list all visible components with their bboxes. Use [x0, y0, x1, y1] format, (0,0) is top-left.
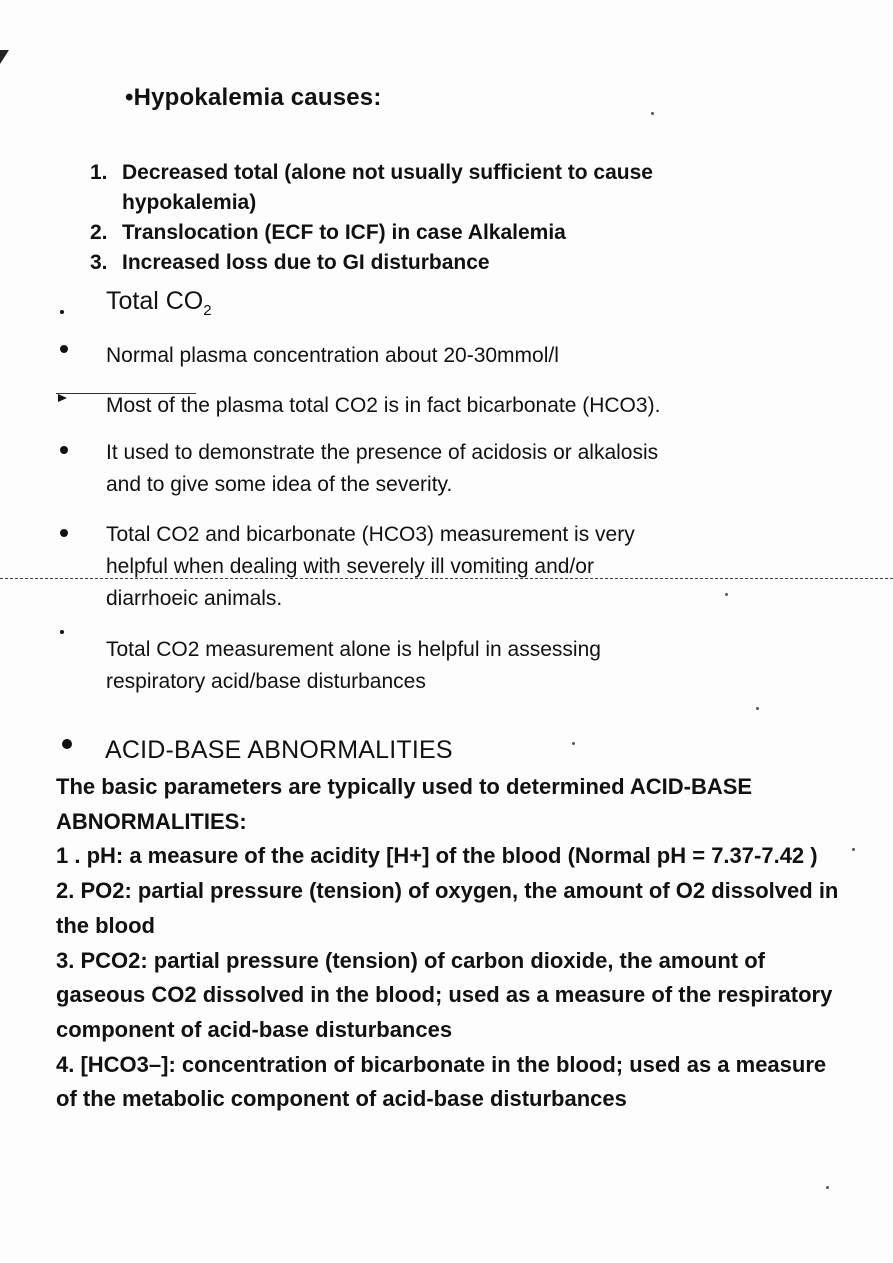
point-line: Normal plasma concentration about 20-30mmol/l — [106, 344, 559, 367]
scan-corner-mark — [0, 50, 9, 64]
total-co2-heading-subscript: 2 — [203, 302, 212, 319]
list-item-number: 2. — [90, 221, 108, 244]
bullet-icon — [60, 446, 68, 454]
point-line: Most of the plasma total CO2 is in fact bicarbonate (HCO3). — [106, 394, 661, 417]
total-co2-point — [106, 390, 806, 422]
point-line: respiratory acid/base disturbances — [106, 670, 426, 693]
bullet-icon — [60, 310, 64, 314]
scan-speck — [826, 1186, 829, 1189]
list-item — [90, 218, 653, 248]
total-co2-heading — [106, 287, 212, 319]
parameter-item: 3. PCO2: partial pressure (tension) of carbon dioxide, the amount of gaseous CO2 dissolved in the blood; used as a measure of the respiratory component of acid-base disturbances — [56, 947, 833, 1042]
bullet-icon — [60, 345, 68, 353]
list-item-text: Increased loss due to GI disturbance — [122, 251, 490, 274]
list-item-number: 3. — [90, 251, 108, 274]
hypokalemia-causes-list — [90, 158, 653, 278]
point-line: helpful when dealing with severely ill vomiting and/or — [106, 555, 594, 578]
parameter-item: 1 . pH: a measure of the acidity [H+] of the blood (Normal pH = 7.37-7.42 ) — [56, 843, 818, 869]
list-item — [90, 158, 653, 188]
hypokalemia-heading: •Hypokalemia causes: — [125, 84, 382, 111]
point-line: and to give some idea of the severity. — [106, 473, 453, 496]
total-co2-point — [106, 340, 806, 372]
scan-speck — [725, 593, 728, 596]
list-item-text: Translocation (ECF to ICF) in case Alkalemia — [122, 221, 566, 244]
scan-fold-line — [0, 578, 893, 579]
list-item-text: Decreased total (alone not usually sufficient to cause — [122, 161, 653, 184]
acid-base-intro: The basic parameters are typically used to determined ACID-BASE ABNORMALITIES: — [56, 774, 753, 834]
total-co2-point — [106, 437, 806, 501]
parameter-item: 4. [HCO3–]: concentration of bicarbonate in the blood; used as a measure of the metabolic component of acid-base disturbances — [56, 1051, 827, 1112]
point-line: Total CO2 and bicarbonate (HCO3) measurement is very — [106, 523, 635, 546]
point-line: Total CO2 measurement alone is helpful in assessing — [106, 638, 601, 661]
scan-speck — [572, 742, 575, 745]
total-co2-point — [106, 634, 806, 698]
acid-base-heading: ACID-BASE ABNORMALITIES — [105, 736, 453, 764]
point-line: diarrhoeic animals. — [106, 587, 283, 610]
bullet-icon — [60, 630, 64, 634]
scan-speck — [756, 707, 759, 710]
total-co2-point — [106, 519, 806, 615]
list-item-continuation: hypokalemia) — [122, 191, 257, 214]
bullet-icon — [60, 529, 68, 537]
arrow-bullet-icon — [58, 394, 67, 402]
point-line: It used to demonstrate the presence of acidosis or alkalosis — [106, 441, 659, 464]
list-item — [90, 248, 653, 278]
scan-speck — [852, 848, 855, 851]
bullet-icon — [62, 739, 72, 749]
parameter-item: 2. PO2: partial pressure (tension) of oxygen, the amount of O2 dissolved in the blood — [56, 878, 839, 938]
list-item-number: 1. — [90, 161, 108, 184]
scan-speck — [651, 112, 654, 115]
acid-base-body — [56, 770, 846, 1117]
total-co2-heading-text: Total CO — [106, 287, 204, 315]
